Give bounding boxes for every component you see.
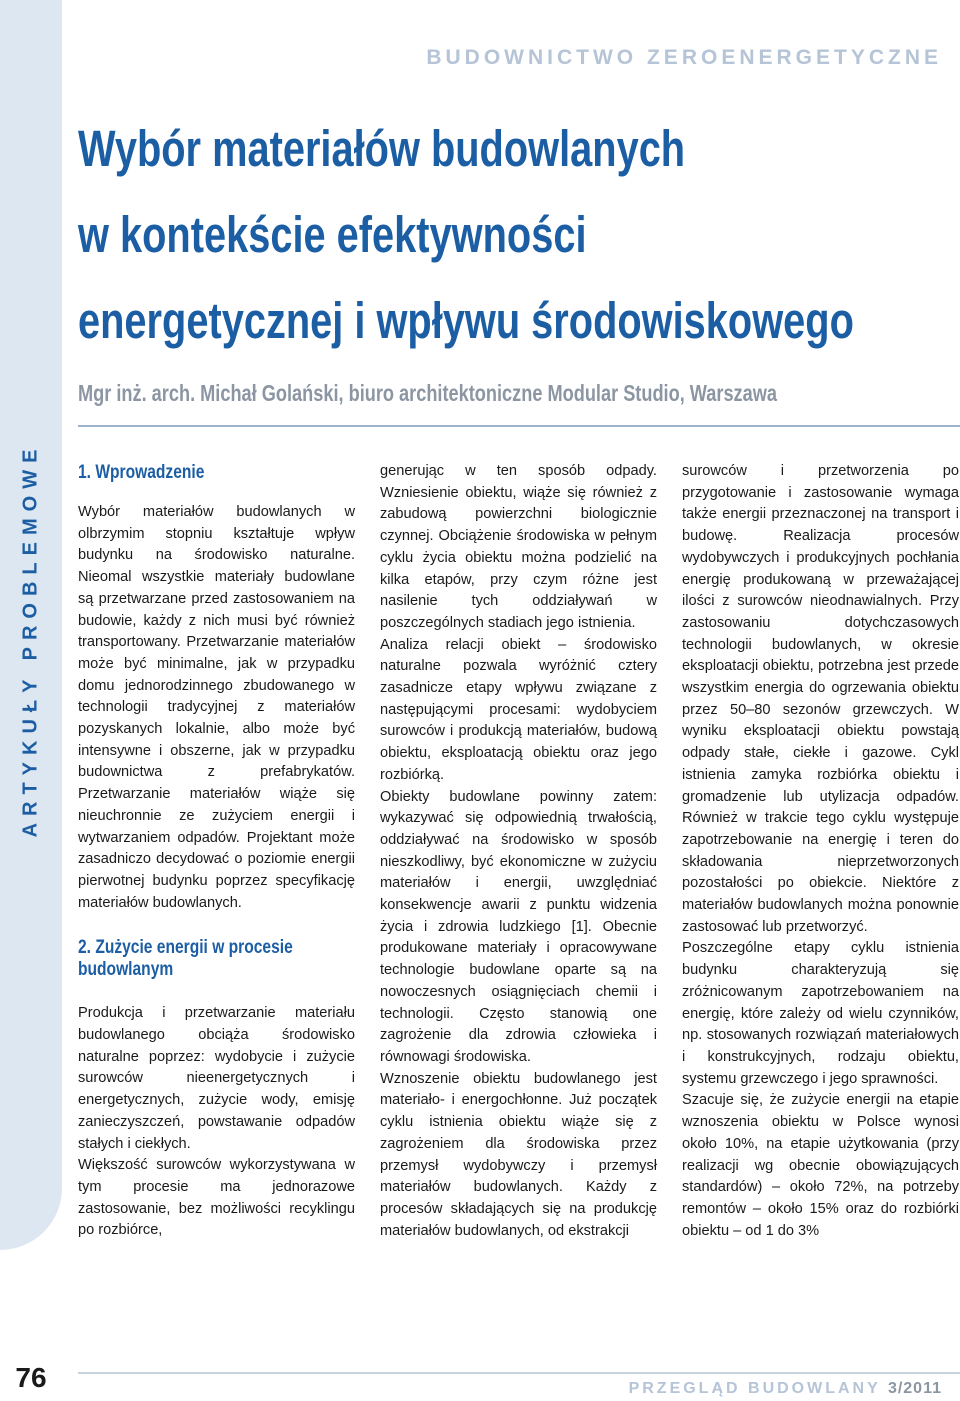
author-line: Mgr inż. arch. Michał Golański, biuro architektoniczne Modular Studio, Warszawa xyxy=(78,380,777,406)
article-title xyxy=(78,106,854,364)
issue-number: 3/2011 xyxy=(887,1380,942,1397)
section-heading: 1. Wprowadzenie xyxy=(78,462,205,483)
title-line: Wybór materiałów budowlanych xyxy=(78,120,686,177)
text-column-1 xyxy=(78,461,355,1242)
topic-header: BUDOWNICTWO ZEROENERGETYCZNE xyxy=(426,46,942,69)
section-label: ARTYKUŁY PROBLEMOWE xyxy=(19,442,42,838)
paragraph: Poszczególne etapy cyklu istnienia budynku charakteryzują się zróżnicowanym zapotrzebowaniem na energię, które zależy od wielu czynników, np. stosowanych rozwiązań materiałowych i konstrukcyjnych, rodzaju obiektu, systemu grzewczego i jego sprawności. xyxy=(682,940,959,1087)
paragraph: Analiza relacji obiekt – środowisko naturalne pozwala wyróżnić cztery zasadnicze etapy wpływu związane z następującymi procesami: wydobyciem surowców i produkcją materiałów, budową obiektu, eksploatacją obiektu oraz jego rozbiórką. xyxy=(380,636,657,783)
paragraph: Wybór materiałów budowlanych w olbrzymim stopniu kształtuje wpływ budynku na środowisko naturalne. Nieomal wszystkie materiały budowlane są przetwarzane przed zastosowaniem na budowie, każdy z nich musi być również transportowany. Przetwarzanie materiałów może być minimalne, jak w przypadku domu jednorodzinnego zbudowanego w technologii tradycyjnej z materiałów pozyskanych lokalnie, albo może być intensywne i obszerne, jak w przypadku budownictwa z prefabrykatów. Przetwarzanie materiałów wiąże się nieuchronnie ze zużyciem energii i wytwarzaniem odpadów. Projektant może zasadniczo decydować o poziomie energii pierwotnej budynku poprzez specyfikację materiałów budowlanych. xyxy=(78,504,355,911)
text-column-2 xyxy=(380,461,657,1242)
author-divider xyxy=(78,425,960,427)
paragraph: Wznoszenie obiektu budowlanego jest materiało- i energochłonne. Już początek cyklu istnienia obiektu wiąże się z zagrożeniem dla środowiska przez przemysł wydobywczy i przemysł materiałów budowlanych. Każdy z procesów składających się na produkcję materiałów budowlanych, od ekstrakcji xyxy=(380,1070,657,1239)
title-line: w kontekście efektywności xyxy=(78,206,587,263)
paragraph: Produkcja i przetwarzanie materiału budowlanego obciąża środowisko naturalne poprzez: wydobycie i zużycie surowców nieenergetycznych i energetycznych, zużycie wody, emisję zanieczyszczeń, powstawanie odpadów stałych i ciekłych. xyxy=(78,1005,355,1152)
paragraph: Szacuje się, że zużycie energii na etapie wznoszenia obiektu w Polsce wynosi około 10%, na etapie użytkowania (przy realizacji wg obecnie obowiązujących standardów) – około 72%, na potrzeby remontów – około 15% oraz do rozbiórki obiektu – od 1 do 3% xyxy=(682,1092,959,1239)
paragraph: Większość surowców wykorzystywana w tym procesie ma jednorazowe zastosowanie, bez możliwości recyklingu po rozbiórce, xyxy=(78,1157,355,1239)
section-heading xyxy=(78,937,305,981)
page-number: 76 xyxy=(15,1362,47,1393)
paragraph: generując w ten sposób odpady. Wzniesienie obiektu, wiąże się również z zabudową powierzchni biologicznie czynnej. Obciążenie środowiska w pełnym cyklu życia obiektu można podzielić na kilka etapów, przy czym różne jest nasilenie tych oddziaływań w poszczególnych stadiach jego istnienia. xyxy=(380,463,657,631)
journal-name: PRZEGLĄD BUDOWLANY xyxy=(628,1380,881,1397)
heading-line: budowlanym xyxy=(78,959,174,981)
paragraph: surowców i przetworzenia po przygotowanie i zastosowanie wymaga także energii przeznaczonej na transport i budowę. Realizacja procesów wydobywczych i produkcyjnych pochłania energię produkowaną w przeważającej ilości z surowców nieodnawialnych. Przy zastosowaniu dotychczasowych technologii budowlanych, w okresie eksploatacji obiektu, potrzebna jest przede wszystkim energia do ogrzewania obiektu przez 50–80 sezonów grzewczych. W wyniku eksploatacji obiektu powstają odpady stałe, ciekłe i gazowe. Cykl istnienia zamyka rozbiórka obiektu i gromadzenie lub utylizacja odpadów. Również w trakcie tego cyklu występuje zapotrzebowanie na energię i teren do składowania nieprzetworzonych pozostałości po obiekcie. Niektóre z materiałów budowlanych można ponownie zastosować lub przetworzyć. xyxy=(682,463,959,935)
title-line: energetycznej i wpływu środowiskowego xyxy=(78,292,854,349)
text-column-3 xyxy=(682,461,959,1242)
journal-footer xyxy=(629,1380,942,1398)
paragraph: Obiekty budowlane powinny zatem: wykazywać się odpowiednią trwałością, oddziaływać na środowisko w sposób nieszkodliwy, być ekonomiczne w zużyciu materiałów i energii, uwzględniać konsekwencje awarii z punktu widzenia życia i zdrowia ludzkiego [1]. Obecnie produkowane materiały i opracowywane technologie budowlane oparte są na nowoczesnych osiągnięciach chemii i technologii. Często stanowią one zagrożenie dla zdrowia człowieka i równowagi środowiska. xyxy=(380,788,657,1065)
footer-divider xyxy=(78,1372,960,1374)
heading-line: 2. Zużycie energii w procesie xyxy=(78,937,293,959)
